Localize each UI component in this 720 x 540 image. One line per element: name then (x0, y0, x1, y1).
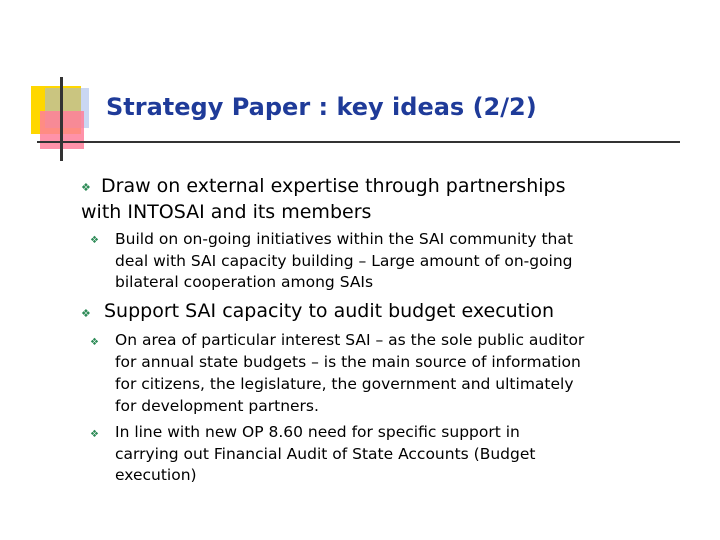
bullet-1-line-1: Draw on external expertise through partnerships (101, 175, 566, 197)
subbullet-2-1-line-2: for annual state budgets – is the main source of information (115, 353, 581, 371)
diamond-bullet-icon: ❖ (81, 307, 91, 320)
diamond-bullet-icon: ❖ (90, 235, 99, 246)
subbullet-2-2-line-3: execution) (115, 466, 197, 484)
title-underline (37, 141, 680, 143)
subbullet-1-1-line-3: bilateral cooperation among SAIs (115, 273, 374, 291)
subbullet-1-1-line-1: Build on on-going initiatives within the SAI community that (115, 230, 573, 248)
subbullet-2-1-line-1: On area of particular interest SAI – as the sole public auditor (115, 331, 585, 349)
bullet-1-line-2: with INTOSAI and its members (81, 201, 372, 223)
bullet-2-line-1: Support SAI capacity to audit budget execution (104, 300, 555, 322)
subbullet-2-2-line-2: carrying out Financial Audit of State Accounts (Budget (115, 445, 536, 463)
slide-title: Strategy Paper : key ideas (2/2) (106, 93, 537, 121)
diamond-bullet-icon: ❖ (81, 181, 91, 194)
logo-vertical-line (60, 77, 63, 161)
diamond-bullet-icon: ❖ (90, 429, 99, 440)
subbullet-2-1-line-4: for development partners. (115, 397, 319, 415)
subbullet-1-1-line-2: deal with SAI capacity building – Large amount of on-going (115, 252, 573, 270)
subbullet-2-1-line-3: for citizens, the legislature, the government and ultimately (115, 375, 574, 393)
subbullet-2-2-line-1: In line with new OP 8.60 need for specific support in (115, 423, 520, 441)
diamond-bullet-icon: ❖ (90, 337, 99, 348)
